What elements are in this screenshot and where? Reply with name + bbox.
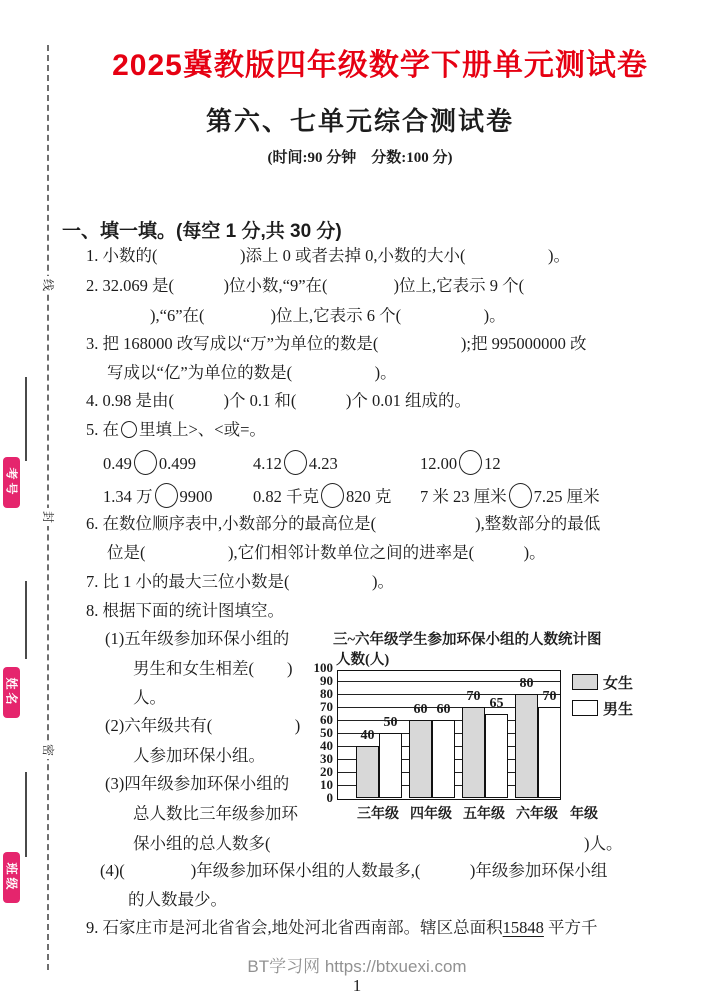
y-tick-label: 30 bbox=[320, 751, 333, 766]
question-8-1-line3: 人。 bbox=[133, 688, 166, 707]
compare-item bbox=[103, 483, 213, 508]
question-8-2-line2: 人参加环保小组。 bbox=[133, 746, 265, 765]
y-tick-label: 70 bbox=[320, 699, 333, 714]
question-5-head-post: 里填上>、<或=。 bbox=[139, 420, 266, 439]
name-badge bbox=[3, 667, 20, 718]
bar-男生-六年级 bbox=[538, 707, 561, 798]
compare-item bbox=[420, 483, 600, 508]
compare-left: 0.49 bbox=[103, 454, 132, 473]
compare-right: 9900 bbox=[179, 487, 213, 506]
compare-circle-icon bbox=[284, 450, 307, 475]
y-tick-label: 50 bbox=[320, 725, 333, 740]
legend-label-女生: 女生 bbox=[603, 676, 634, 692]
seal-char-xian: 线 bbox=[39, 276, 57, 294]
bar-女生-三年级 bbox=[356, 746, 379, 798]
compare-circle-icon bbox=[134, 450, 157, 475]
bar-女生-六年级 bbox=[515, 694, 538, 798]
question-6-line2: 位是( ),它们相邻计数单位之间的进率是( )。 bbox=[107, 543, 546, 562]
page-number: 1 bbox=[352, 976, 362, 995]
y-tick-label: 80 bbox=[320, 686, 333, 701]
x-tick-label: 六年级 bbox=[516, 807, 558, 822]
y-tick-label: 20 bbox=[320, 764, 333, 779]
chart-plot-area bbox=[337, 670, 561, 800]
bar-value-label: 70 bbox=[542, 689, 557, 704]
question-3-line1: 3. 把 168000 改写成以“万”为单位的数是( );把 995000000 改 bbox=[86, 334, 587, 353]
question-9 bbox=[86, 918, 598, 938]
chart-title: 三~六年级学生参加环保小组的人数统计图 bbox=[333, 632, 602, 648]
chart-x-axis-label: 年级 bbox=[570, 807, 598, 822]
question-8-3-line1: (3)四年级参加环保小组的 bbox=[105, 774, 290, 793]
legend-label-男生: 男生 bbox=[603, 702, 634, 718]
legend-swatch-女生 bbox=[572, 674, 598, 690]
question-2-line1: 2. 32.069 是( )位小数,“9”在( )位上,它表示 9 个( bbox=[86, 276, 525, 295]
seal-char-feng: 封 bbox=[39, 508, 57, 526]
bar-value-label: 50 bbox=[383, 715, 398, 730]
name-badge-label: 姓名 bbox=[4, 677, 19, 708]
exam-number-badge-label: 考号 bbox=[4, 467, 19, 498]
compare-item bbox=[253, 450, 338, 475]
compare-left: 4.12 bbox=[253, 454, 282, 473]
bar-value-label: 40 bbox=[360, 728, 375, 743]
compare-circle-icon bbox=[321, 483, 344, 508]
compare-left: 1.34 万 bbox=[103, 487, 153, 506]
question-5-head-pre: 5. 在 bbox=[86, 420, 119, 439]
y-tick-label: 0 bbox=[326, 790, 333, 805]
compare-circle-icon bbox=[509, 483, 532, 508]
bar-value-label: 70 bbox=[466, 689, 481, 704]
question-8-2-line1: (2)六年级共有( ) bbox=[105, 716, 301, 735]
bar-value-label: 60 bbox=[413, 702, 428, 717]
bar-女生-四年级 bbox=[409, 720, 432, 798]
exam-number-write-line bbox=[25, 377, 27, 461]
question-8-1-line1: (1)五年级参加环保小组的 bbox=[105, 629, 290, 648]
compare-right: 0.499 bbox=[158, 454, 196, 473]
question-8: 8. 根据下面的统计图填空。 bbox=[86, 601, 284, 620]
question-6-line1: 6. 在数位顺序表中,小数部分的最高位是( ),整数部分的最低 bbox=[86, 514, 601, 533]
question-9-suffix: 平方千 bbox=[543, 918, 598, 937]
x-tick-label: 四年级 bbox=[410, 807, 452, 822]
question-2-line2: ),“6”在( )位上,它表示 6 个( )。 bbox=[150, 306, 506, 325]
legend-swatch-男生 bbox=[572, 700, 598, 716]
question-3-line2: 写成以“亿”为单位的数是( )。 bbox=[107, 363, 397, 382]
y-tick-label: 10 bbox=[320, 777, 333, 792]
question-7: 7. 比 1 小的最大三位小数是( )。 bbox=[86, 572, 394, 591]
x-tick-label: 五年级 bbox=[463, 807, 505, 822]
question-9-prefix: 9. 石家庄市是河北省省会,地处河北省西南部。辖区总面积 bbox=[86, 918, 503, 937]
compare-item bbox=[103, 450, 196, 475]
question-8-4-line2: 的人数最少。 bbox=[128, 890, 227, 909]
compare-circle-icon bbox=[121, 421, 137, 438]
compare-item bbox=[420, 450, 501, 475]
compare-circle-icon bbox=[459, 450, 482, 475]
compare-circle-icon bbox=[155, 483, 178, 508]
bar-女生-五年级 bbox=[462, 707, 485, 798]
bar-value-label: 80 bbox=[519, 676, 534, 691]
bar-男生-五年级 bbox=[485, 714, 508, 799]
question-5-head bbox=[86, 420, 266, 440]
question-1: 1. 小数的( )添上 0 或者去掉 0,小数的大小( )。 bbox=[86, 246, 570, 265]
name-write-line bbox=[25, 581, 27, 659]
question-8-3-line3: 保小组的总人数多( )人。 bbox=[133, 834, 623, 853]
seal-char-mi: 密 bbox=[39, 741, 57, 759]
class-badge-label: 班级 bbox=[4, 862, 19, 893]
question-4: 4. 0.98 是由( )个 0.1 和( )个 0.01 组成的。 bbox=[86, 391, 471, 410]
y-tick-label: 90 bbox=[320, 673, 333, 688]
compare-left: 7 米 23 厘米 bbox=[420, 487, 507, 506]
y-tick-label: 40 bbox=[320, 738, 333, 753]
compare-right: 12 bbox=[484, 454, 501, 473]
exam-title: 第六、七单元综合测试卷 bbox=[205, 107, 514, 136]
compare-right: 7.25 厘米 bbox=[533, 487, 600, 506]
bar-男生-四年级 bbox=[432, 720, 455, 798]
section-fill-in-title: 一、填一填。(每空 1 分,共 30 分) bbox=[62, 221, 342, 242]
exam-number-badge bbox=[3, 457, 20, 508]
y-tick-label: 100 bbox=[313, 660, 333, 675]
x-tick-label: 三年级 bbox=[357, 807, 399, 822]
page-title: 2025冀教版四年级数学下册单元测试卷 bbox=[112, 49, 648, 82]
compare-left: 12.00 bbox=[420, 454, 458, 473]
watermark-site: BT学习网 https://btxuexi.com bbox=[247, 957, 467, 976]
question-8-4-line1: (4)( )年级参加环保小组的人数最多,( )年级参加环保小组 bbox=[100, 861, 608, 880]
question-9-underlined-number: 15848 bbox=[502, 918, 544, 937]
compare-right: 820 克 bbox=[346, 487, 392, 506]
bar-value-label: 60 bbox=[436, 702, 451, 717]
class-write-line bbox=[25, 772, 27, 857]
class-badge bbox=[3, 852, 20, 903]
bar-chart bbox=[300, 628, 714, 833]
question-8-3-line2: 总人数比三年级参加环 bbox=[133, 804, 298, 823]
compare-item bbox=[253, 483, 391, 508]
compare-right: 4.23 bbox=[308, 454, 338, 473]
exam-meta: (时间:90 分钟 分数:100 分) bbox=[267, 150, 453, 166]
question-8-1-line2: 男生和女生相差( ) bbox=[133, 659, 293, 678]
bar-value-label: 65 bbox=[489, 695, 504, 711]
compare-left: 0.82 千克 bbox=[253, 487, 319, 506]
chart-y-axis-label: 人数(人) bbox=[336, 652, 390, 668]
y-tick-label: 60 bbox=[320, 712, 333, 727]
